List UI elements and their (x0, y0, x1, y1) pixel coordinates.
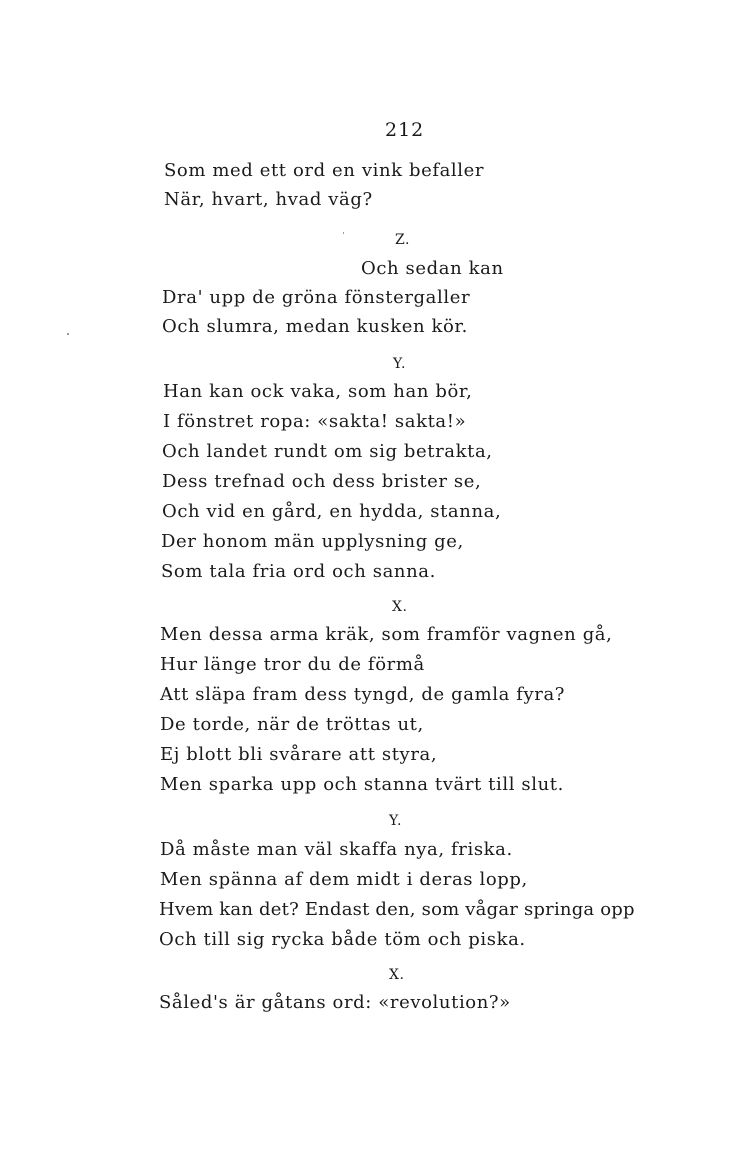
verse-line: Att släpa fram dess tyngd, de gamla fyra? (160, 684, 566, 705)
speaker-label: X. (392, 599, 408, 615)
verse-line: Dess trefnad och dess brister se, (162, 471, 482, 492)
verse-line: I fönstret ropa: «sakta! sakta!» (163, 411, 467, 432)
verse-line: Hvem kan det? Endast den, som vågar springa opp (159, 899, 635, 920)
verse-line: Och slumra, medan kusken kör. (162, 316, 468, 337)
print-mark (343, 232, 344, 234)
speaker-label: Y. (393, 356, 406, 372)
verse-line: De torde, när de tröttas ut, (160, 714, 424, 735)
speaker-label: X. (389, 967, 405, 983)
verse-line: Han kan ock vaka, som han bör, (163, 381, 473, 402)
verse-line: När, hvart, hvad väg? (164, 189, 373, 210)
verse-line: Hur länge tror du de förmå (160, 654, 425, 675)
verse-line: Såled's är gåtans ord: «revolution?» (159, 992, 511, 1013)
verse-line: Och vid en gård, en hydda, stanna, (162, 501, 502, 522)
speaker-label: Y. (389, 813, 402, 829)
verse-line: Men spänna af dem midt i deras lopp, (160, 869, 528, 890)
verse-line: Men sparka upp och stanna tvärt till slut. (160, 774, 564, 795)
page-number: 212 (385, 119, 425, 141)
verse-line: Och landet rundt om sig betrakta, (162, 441, 493, 462)
verse-line: Då måste man väl skaffa nya, friska. (160, 839, 513, 860)
verse-line: Som tala fria ord och sanna. (161, 561, 436, 582)
verse-line: Der honom män upplysning ge, (161, 531, 464, 552)
verse-line: Och sedan kan (361, 258, 504, 279)
verse-line: Ej blott bli svårare att styra, (160, 744, 438, 765)
verse-line: Men dessa arma kräk, som framför vagnen gå, (160, 624, 613, 645)
verse-line: Dra' upp de gröna fönstergaller (162, 287, 471, 308)
verse-line: Som med ett ord en vink befaller (164, 160, 485, 181)
print-mark (67, 333, 69, 335)
speaker-label: Z. (395, 232, 410, 248)
verse-line: Och till sig rycka både töm och piska. (159, 929, 526, 950)
